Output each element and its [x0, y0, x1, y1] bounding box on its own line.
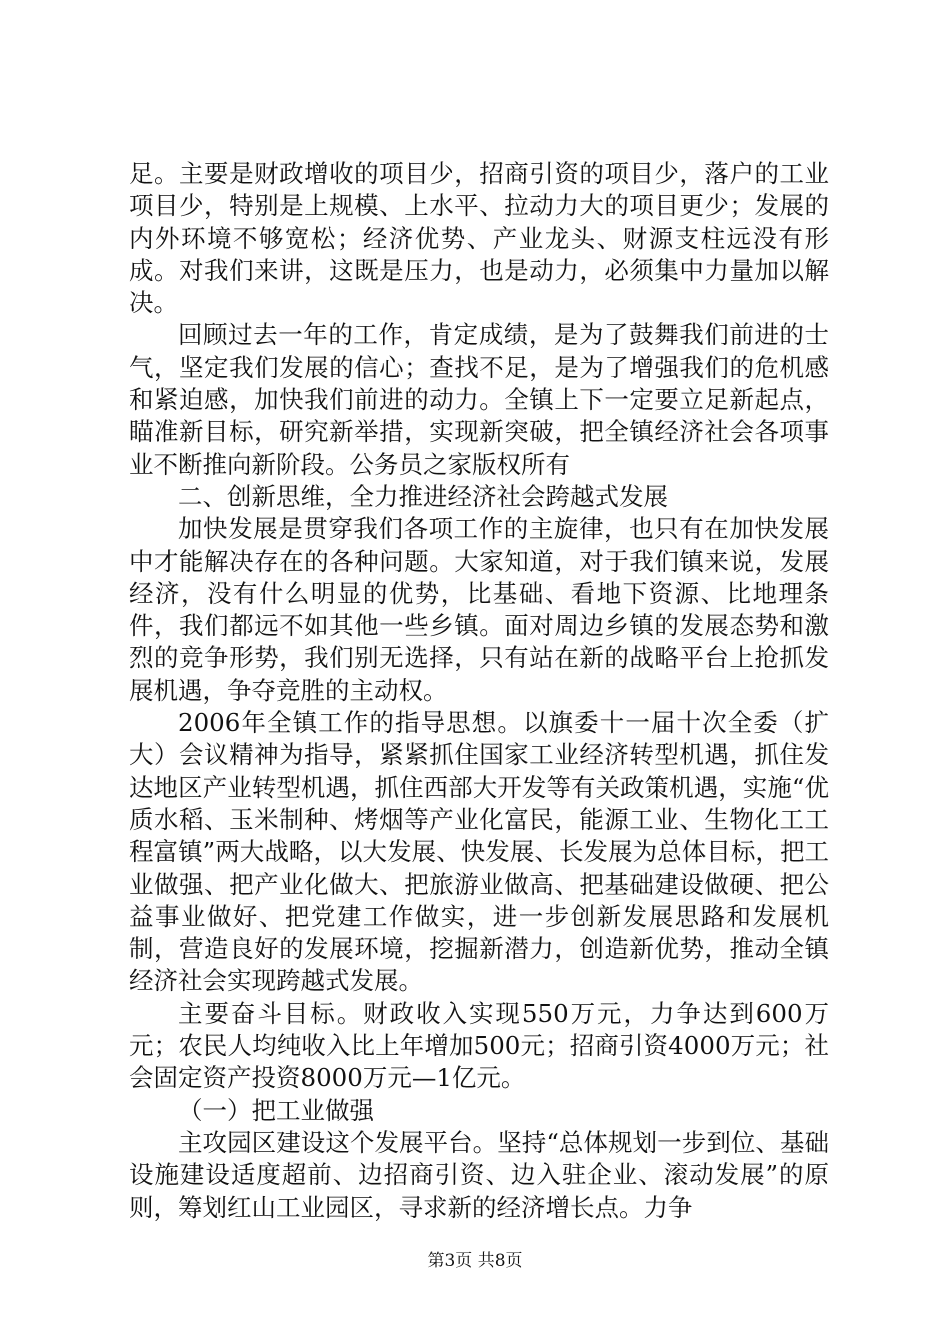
paragraph-3: 加快发展是贯穿我们各项工作的主旋律，也只有在加快发展中才能解决存在的各种问题。大家知道，对于我们镇来说，发展经济，没有什么明显的优势，比基础、看地下资源、比地理条件，我们都远不如其他一些乡镇。面对周边乡镇的发展态势和激烈的竞争形势，我们别无选择，只有站在新的战略平台上抢抓发展机遇，争夺竞胜的主动权。 [129, 514, 829, 705]
subsection-heading-1: （一）把工业做强 [178, 1095, 374, 1125]
document-body [129, 158, 829, 1224]
paragraph-park-construction: 主攻园区建设这个发展平台。坚持“总体规划一步到位、基础设施建设适度超前、边招商引资、边入驻企业、滚动发展”的原则，筹划红山工业园区，寻求新的经济增长点。力争 [129, 1127, 829, 1222]
paragraph-1: 足。主要是财政增收的项目少，招商引资的项目少，落户的工业项目少，特别是上规模、上水平、拉动力大的项目更少；发展的内外环境不够宽松；经济优势、产业龙头、财源支柱远没有形成。对我们来讲，这既是压力，也是动力，必须集中力量加以解决。 [129, 159, 829, 318]
page-footer: 第3页 共8页 [427, 1251, 523, 1271]
paragraph-goals: 主要奋斗目标。财政收入实现550万元，力争达到600万元；农民人均纯收入比上年增加500元；招商引资4000万元；社会固定资产投资8000万元—1亿元。 [129, 998, 829, 1093]
section-heading-2: 二、创新思维，全力推进经济社会跨越式发展 [178, 481, 668, 511]
paragraph-guiding-thought: 2006年全镇工作的指导思想。以旗委十一届十次全委（扩大）会议精神为指导，紧紧抓住国家工业经济转型机遇，抓住发达地区产业转型机遇，抓住西部大开发等有关政策机遇，实施“优质水稻、玉米制种、烤烟等产业化富民，能源工业、生物化工工程富镇”两大战略，以大发展、快发展、长发展为总体目标，把工业做强、把产业化做大、把旅游业做高、把基础建设做硬、把公益事业做好、把党建工作做实，进一步创新发展思路和发展机制，营造良好的发展环境，挖掘新潜力，创造新优势，推动全镇经济社会实现跨越式发展。 [129, 708, 829, 996]
paragraph-2: 回顾过去一年的工作，肯定成绩，是为了鼓舞我们前进的士气，坚定我们发展的信心；查找不足，是为了增强我们的危机感和紧迫感，加快我们前进的动力。全镇上下一定要立足新起点，瞄准新目标，研究新举措，实现新突破，把全镇经济社会各项事业不断推向新阶段。公务员之家版权所有 [129, 320, 829, 479]
